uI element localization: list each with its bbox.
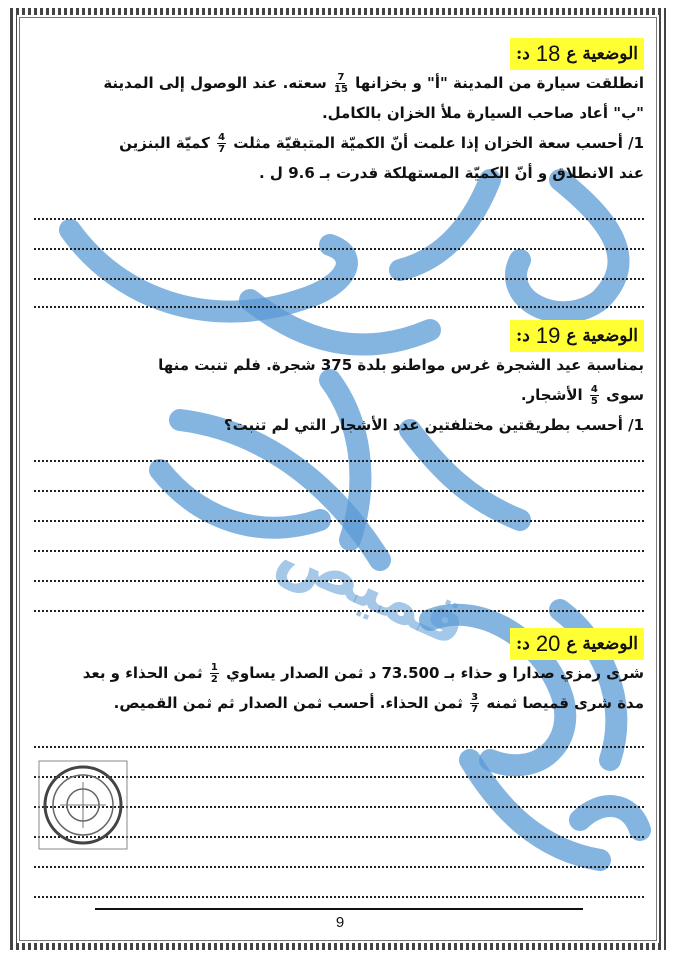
text-line xyxy=(34,688,644,718)
problem-19-heading xyxy=(510,320,644,352)
text-line xyxy=(34,380,644,410)
fraction-numerator: 7 xyxy=(337,72,345,83)
text-segment: عند الانطلاق و أنّ الكميّة المستهلكة قدرت بـ 9.6 ل . xyxy=(259,164,644,182)
text-segment: 1/ أحسب سعة الخزان إذا علمت أنّ الكميّة المتبقيّة مثلت xyxy=(233,134,644,152)
text-segment: سوى xyxy=(606,386,644,404)
text-segment: بمناسبة عيد الشجرة غرس مواطنو بلدة 375 شجرة. فلم تنبت منها xyxy=(158,356,644,374)
problem-18-text xyxy=(34,68,644,188)
text-line xyxy=(34,350,644,380)
heading-number: 20 xyxy=(535,631,561,656)
answer-line[interactable] xyxy=(34,460,644,462)
answer-line[interactable] xyxy=(34,520,644,522)
fraction-numerator: 4 xyxy=(218,132,226,143)
heading-label: الوضعية ع xyxy=(566,326,638,346)
text-line xyxy=(34,68,644,98)
footer-rule xyxy=(95,908,583,910)
answer-line[interactable] xyxy=(34,218,644,220)
answer-line[interactable] xyxy=(34,866,644,868)
text-segment: انطلقت سيارة من المدينة "أ" و بخزانها xyxy=(355,74,644,92)
text-line xyxy=(34,98,644,128)
heading-suffix: د: xyxy=(516,44,530,64)
fraction xyxy=(217,132,226,155)
problem-19-text xyxy=(34,350,644,440)
problem-18-heading xyxy=(510,38,644,70)
watermark-label: قميص xyxy=(267,513,479,663)
answer-line[interactable] xyxy=(34,490,644,492)
answer-line[interactable] xyxy=(34,248,644,250)
text-line xyxy=(34,128,644,158)
heading-suffix: د: xyxy=(516,326,530,346)
answer-line[interactable] xyxy=(34,746,644,748)
answer-line[interactable] xyxy=(34,580,644,582)
problem-20-heading xyxy=(510,628,644,660)
text-line xyxy=(34,158,644,188)
fraction xyxy=(470,692,479,715)
stamp-seal xyxy=(38,760,128,850)
answer-line[interactable] xyxy=(34,896,644,898)
fraction-denominator: 7 xyxy=(218,144,226,155)
fraction xyxy=(590,384,599,407)
fraction-numerator: 3 xyxy=(471,692,479,703)
heading-label: الوضعية ع xyxy=(566,634,638,654)
text-line xyxy=(34,658,644,688)
fraction xyxy=(210,662,219,685)
heading-label: الوضعية ع xyxy=(566,44,638,64)
text-segment: كميّة البنزين xyxy=(119,134,210,152)
text-segment: ثمن الحذاء و بعد xyxy=(82,664,203,682)
answer-line[interactable] xyxy=(34,550,644,552)
text-segment: الأشجار. xyxy=(520,386,583,404)
fraction-denominator: 2 xyxy=(210,674,218,685)
fraction-numerator: 1 xyxy=(210,662,218,673)
text-segment: شرى رمزي صدارا و حذاء بـ 73.500 د ثمن الصدار يساوي xyxy=(226,664,644,682)
fraction-numerator: 4 xyxy=(590,384,598,395)
fraction-denominator: 15 xyxy=(334,84,348,95)
fraction-denominator: 5 xyxy=(590,396,598,407)
fraction-denominator: 7 xyxy=(471,704,479,715)
text-segment: "ب" أعاد صاحب السيارة ملأ الخزان بالكامل. xyxy=(321,104,644,122)
answer-line[interactable] xyxy=(34,278,644,280)
heading-number: 18 xyxy=(535,41,561,66)
heading-number: 19 xyxy=(535,323,561,348)
text-segment: 1/ أحسب بطريقتين مختلفتين عدد الأشجار التي لم تنبت؟ xyxy=(223,416,644,434)
fraction xyxy=(334,72,348,95)
answer-line[interactable] xyxy=(34,306,644,308)
text-segment: مدة شرى قميصا ثمنه xyxy=(486,694,644,712)
heading-suffix: د: xyxy=(516,634,530,654)
text-line xyxy=(34,410,644,440)
text-segment: ثمن الحذاء. أحسب ثمن الصدار ثم ثمن القميص. xyxy=(113,694,463,712)
answer-line[interactable] xyxy=(34,610,644,612)
text-segment: سعته. عند الوصول إلى المدينة xyxy=(103,74,327,92)
page-number: 9 xyxy=(335,914,345,931)
problem-20-text xyxy=(34,658,644,718)
